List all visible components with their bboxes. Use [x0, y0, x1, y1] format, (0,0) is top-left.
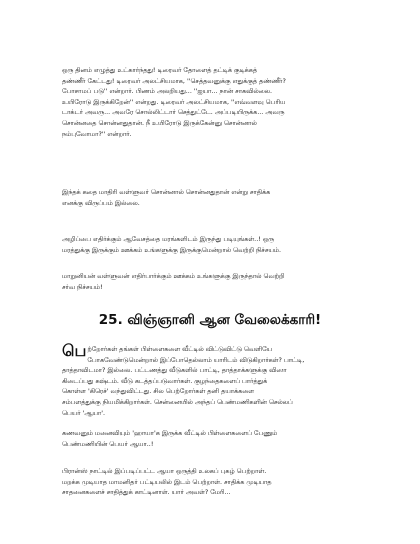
story-paragraph: ஒரு தினம் எழுத்து உட்கார்ந்தது! டிரைவர் தோளைத் தட்டிக் குடிக்கத் தண்ணீர் கேட்டது! டிரைவர் அலட்சியமாக, ''செத்தவனுக்கு எதுக்குத் தண்ணீர்? போசாமப் படு'' என்றார். பிணம் அலறியது... ''ஐயா... நான் சாகவில்லை. உயிரோடு இருக்கிறேன்'' என்றது. டிரைவர் அலட்சியமாக, ''எவ்வளவு பெரிய டாக்டர் அவரு... அவரே சொல்லிட்டார் செத்துட்டே. அப்படியிருக்க... அவரு சொன்னதை சொன்னதுதான். நீ உயிரோடு இருக்கேன்னு சொன்னால் நம்புவோமா?'' என்றார். [62, 66, 286, 138]
tree-lesson-paragraph: அழிப்பை எதிர்க்கும் ஆவேசத்தை மரங்களிடம் இருந்து படியுங்கள்..! ஒரு மரத்துக்கு இருக்கும் ஊக்கம் உங்களுக்கு இருக்குமென்றால் வெற்றி நிச்சயம். [62, 235, 282, 254]
aaya-paragraph: கணவனும் மனைவியும் 'ஹாயா'க இருக்க வீட்டில் பிள்ளைகளைப் பேணும் பெண்மணியின் பெயர் ஆயா..! [62, 429, 278, 448]
france-paragraph: பிரான்ஸ் நாட்டில் இப்படிப்பட்ட ஆயா ஒருத்தி உலகப் புகழ் பெற்றாள். மறக்க முடியாத மாமனிதர் பட்டியலில் இடம் பெற்றாள். சாதிக்க முடியாத சாதனைகளைச் சாதித்துக் காட்டினாள். யார் அவள்? மேரி... [62, 467, 272, 497]
chapter-lead-paragraph [62, 341, 362, 418]
opinion-paragraph: இந்தக் கதை மாதிரி வள்ளுவர் சொன்னால் சொன்னதுதான் என்று சாதிக்க எனக்கு விருப்பம் இல்லை. [62, 188, 271, 207]
chapter-title: 25. விஞ்ஞானி ஆன வேலைக்காரி! [98, 312, 322, 328]
dropcap: பெ [62, 341, 87, 360]
lead-text: ற்றோர்கள் தங்கள் பிள்ளைகளை வீட்டில் விட்டுவிட்டு வெளியே போகவேண்டுமென்றால் இப்போதெல்லாம் யாரிடம் விடுகிறார்கள்? பாட்டி, தாத்தாவிடமா? இல்லை. பட்டணத்து வீடுகளில் பாட்டி, தாத்தாக்களுக்கு விஸா கிடைப்பது கஷ்டம். வீடு கடத்தப்படுவார்கள். குழந்தைகளைப் பார்த்துக் கொள்ள 'கிரெச்' வந்துவிட்டது. சில பெற்றோர்கள் தனி தயாக்களை சம்பளத்துக்கு நியமிக்கிறார்கள். சென்னையில் அந்தப் பெண்மணிகளின் செல்லப் பெயர் 'ஆயா'. [62, 345, 305, 417]
success-paragraph: மாறுனியன் வள்ளுவன் எதிர்பார்க்கும் ஊக்கம் உங்களுக்கு இருந்தால் வெற்றி சர்வ நிச்சயம்! [62, 272, 285, 291]
